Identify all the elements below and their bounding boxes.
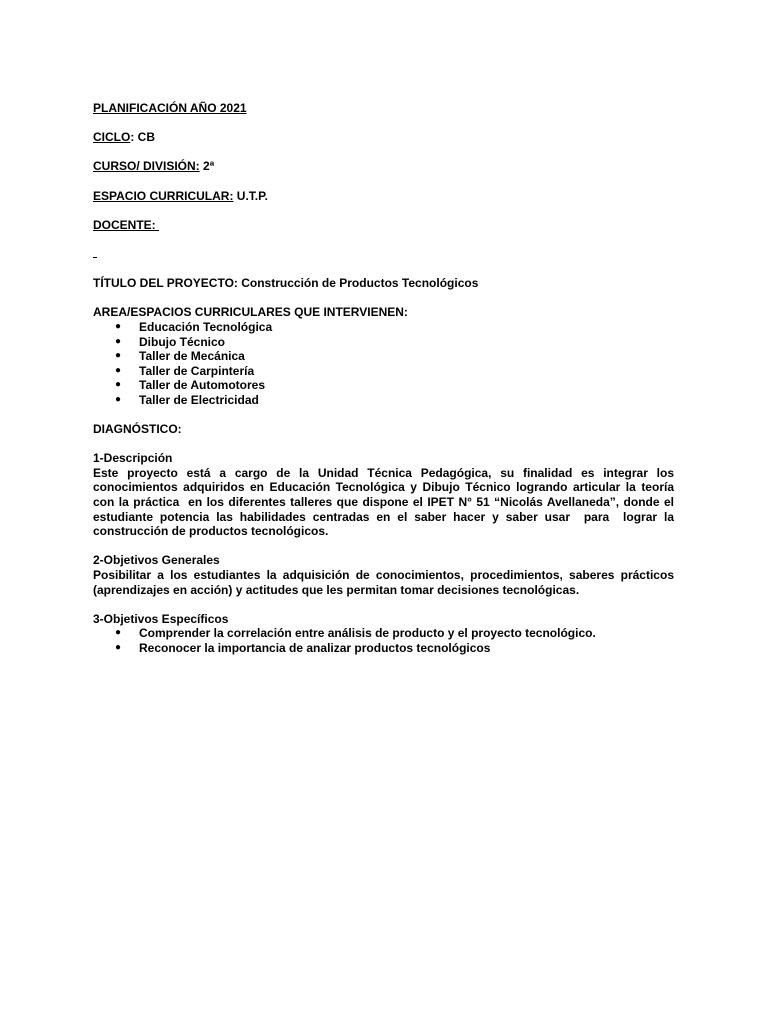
espacio-value: U.T.P. [233, 188, 268, 203]
areas-list [93, 320, 674, 408]
objetivos-generales-paragraph: Posibilitar a los estudiantes la adquisición de conocimientos, procedimientos, saberes prácticos (aprendizajes en acción) y actitudes que les permitan tomar decisiones tecnológicas. [93, 568, 674, 597]
diagnostico-heading: DIAGNÓSTICO: [93, 422, 182, 437]
underline-mark [93, 247, 97, 258]
empty-underlined-mark [93, 247, 674, 262]
bullet-icon: ● [115, 627, 122, 639]
planificacion-title: PLANIFICACIÓN AÑO 2021 [93, 101, 247, 115]
bullet-icon: ● [115, 364, 122, 376]
project-title: TÍTULO DEL PROYECTO: Construcción de Productos Tecnológicos [93, 276, 479, 291]
objetivos-especificos-list [93, 626, 674, 655]
bullet-icon: ● [115, 379, 122, 391]
objetivos-especificos-heading: 3-Objetivos Específicos [93, 611, 229, 626]
list-item: ● Dibujo Técnico [115, 334, 226, 349]
list-item: ● Taller de Electricidad [115, 392, 259, 407]
bullet-icon: ● [115, 335, 122, 347]
list-item: ● Comprender la correlación entre análisis de producto y el proyecto tecnológico. [115, 626, 596, 641]
document-page [93, 101, 678, 656]
docente-label: DOCENTE: [93, 217, 159, 232]
bullet-icon: ● [115, 393, 122, 405]
list-item: ● Reconocer la importancia de analizar productos tecnológicos [115, 640, 491, 655]
espacio-line [93, 189, 674, 204]
curso-value: 2ª [199, 159, 215, 174]
curso-label: CURSO/ DIVISIÓN: [93, 159, 200, 174]
list-item: ● Taller de Carpintería [115, 363, 255, 378]
objetivos-generales-heading: 2-Objetivos Generales [93, 553, 220, 568]
bullet-icon: ● [115, 320, 122, 332]
descripcion-heading: 1-Descripción [93, 451, 173, 466]
espacio-label: ESPACIO CURRICULAR: [93, 188, 234, 203]
list-item: ● Taller de Automotores [115, 378, 266, 393]
ciclo-label: CICLO [93, 130, 131, 145]
list-item: ● Taller de Mecánica [115, 349, 245, 364]
bullet-icon: ● [115, 641, 122, 653]
curso-line [93, 159, 674, 174]
ciclo-value: : CB [130, 130, 156, 145]
bullet-icon: ● [115, 350, 122, 362]
descripcion-paragraph: Este proyecto está a cargo de la Unidad Técnica Pedagógica, su finalidad es integrar los conocimientos adquiridos en Educación Tecnológica y Dibujo Técnico logrando articular la teoría con la práctica en los diferentes talleres que dispone el IPET N° 51 “Nicolás Avellaneda”, donde el estudiante potencia las habilidades centradas en el saber hacer y saber usar para lograr la construcción de productos tecnológicos. [93, 465, 678, 539]
areas-heading: AREA/ESPACIOS CURRICULARES QUE INTERVIENEN: [93, 305, 408, 320]
ciclo-line [93, 130, 674, 145]
list-item: ● Educación Tecnológica [115, 319, 273, 334]
